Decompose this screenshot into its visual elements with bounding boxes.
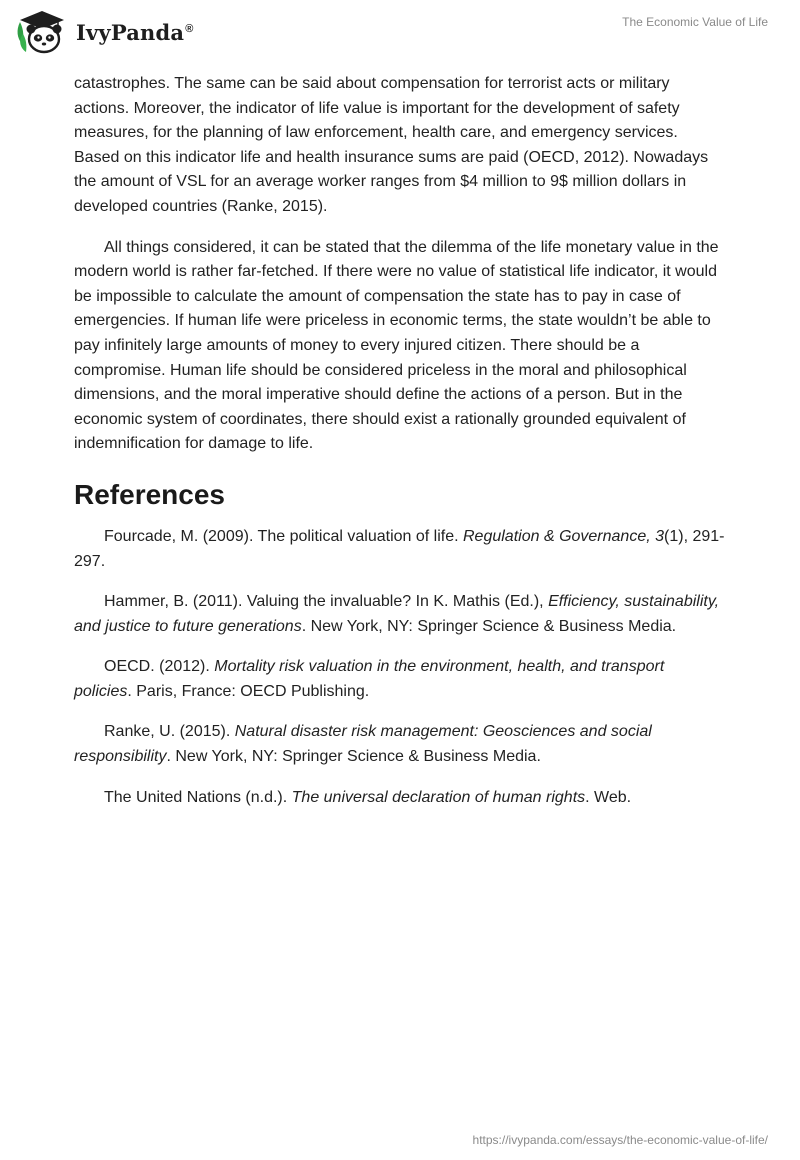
- reference-text: . New York, NY: Springer Science & Business Media.: [301, 617, 677, 635]
- essay-content: [74, 72, 726, 826]
- panda-graduate-icon: [14, 8, 70, 56]
- reference-title: The universal declaration of human rights: [291, 788, 586, 806]
- reference-title: Natural disaster risk management: Geosciences and social responsibility: [74, 723, 652, 766]
- ivypanda-logo[interactable]: [14, 8, 194, 56]
- brand-name-text: IvyPanda: [76, 19, 185, 45]
- references-list: [74, 525, 726, 810]
- registered-mark: ®: [185, 22, 194, 35]
- page-header: [0, 0, 800, 70]
- reference-text: OECD. (2012).: [104, 658, 215, 676]
- reference-item: [74, 655, 726, 704]
- reference-text: . New York, NY: Springer Science & Business Media.: [166, 748, 541, 766]
- reference-text: . Web.: [585, 788, 632, 806]
- reference-text: Hammer, B. (2011). Valuing the invaluable? In K. Mathis (Ed.),: [104, 593, 549, 611]
- reference-title: Efficiency, sustainability, and justice to future generations: [74, 593, 720, 635]
- reference-item: [74, 525, 726, 574]
- reference-title: Regulation & Governance, 3: [463, 527, 665, 545]
- reference-item: [74, 590, 726, 639]
- reference-item: [74, 720, 726, 769]
- reference-title: Mortality risk valuation in the environment, health, and transport policies: [74, 658, 665, 700]
- reference-text: (1), 291-297.: [74, 527, 725, 570]
- body-paragraph: All things considered, it can be stated that the dilemma of the life monetary value in the modern world is rather far-fetched. If there were no value of statistical life indicator, it would be impossible to calculate the amount of compensation the state has to pay in case of emergencies. If human life were priceless in economic terms, the state wouldn’t be able to pay infinitely large amounts of money to every injured citizen. There should be a compromise. Human life should be considered priceless in the moral and philosophical dimensions, and the moral imperative should define the actions of a person. But in the economic system of coordinates, there should exist a rationally grounded equivalent of indemnification for damage to life.: [74, 238, 719, 453]
- brand-name: [76, 20, 194, 45]
- reference-text: . Paris, France: OECD Publishing.: [127, 682, 370, 700]
- reference-item: [74, 786, 726, 811]
- reference-text: Ranke, U. (2015).: [104, 723, 235, 741]
- reference-text: The United Nations (n.d.).: [104, 788, 292, 806]
- document-title: The Economic Value of Life: [622, 15, 768, 29]
- body-paragraph: catastrophes. The same can be said about compensation for terrorist acts or military actions. Moreover, the indicator of life value is important for the development of safety measures, for the planning of law enforcement, health care, and emergency services. Based on this indicator life and health insurance sums are paid (OECD, 2012). Nowadays the amount of VSL for an average worker ranges from $4 million to 9$ million dollars in developed countries (Ranke, 2015).: [74, 75, 709, 215]
- reference-text: Fourcade, M. (2009). The political valuation of life.: [104, 527, 463, 545]
- references-heading: References: [74, 478, 225, 510]
- source-url-link[interactable]: https://ivypanda.com/essays/the-economic-value-of-life/: [472, 1133, 768, 1147]
